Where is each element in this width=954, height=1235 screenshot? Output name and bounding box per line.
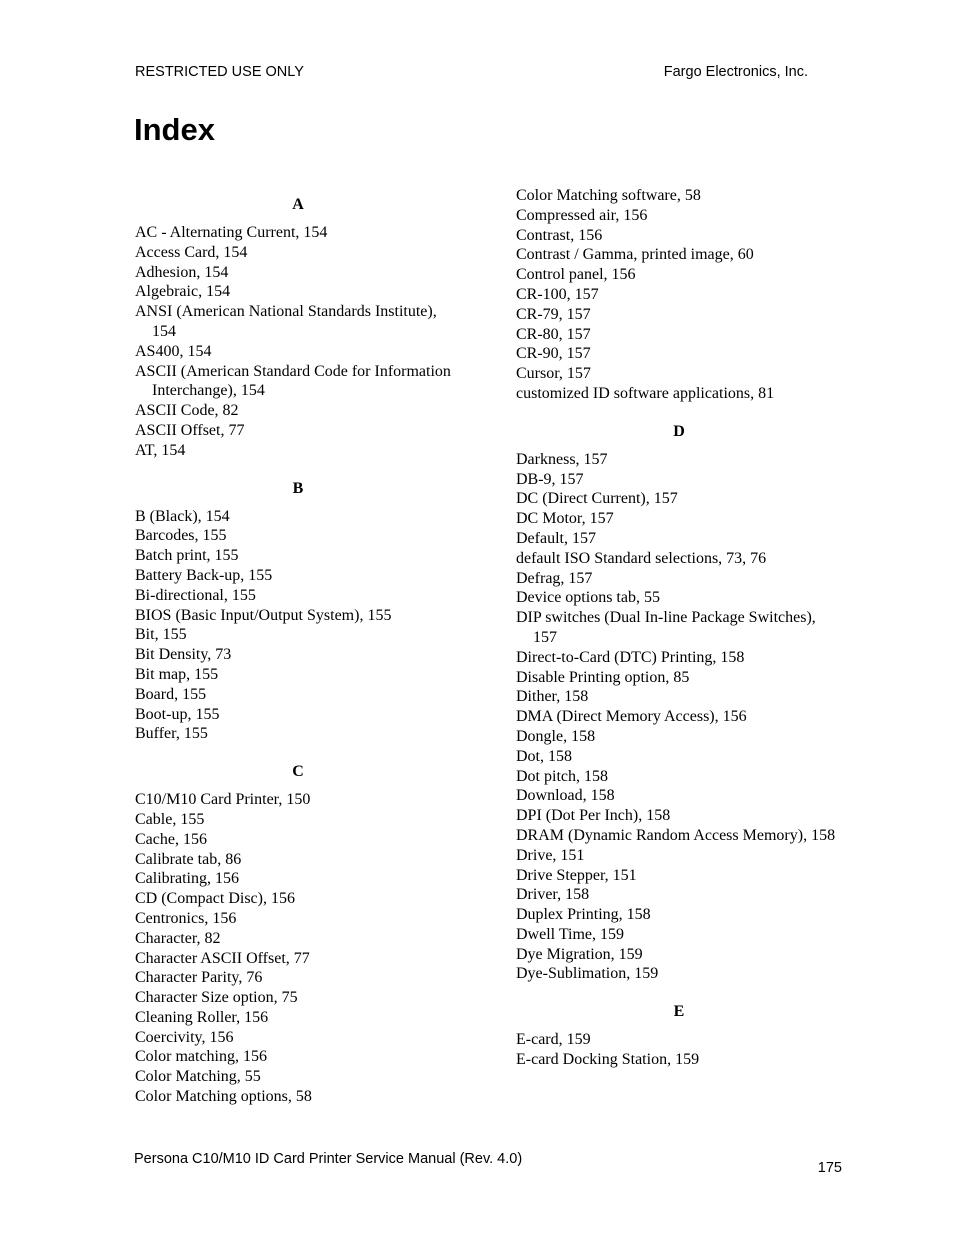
index-column-left bbox=[135, 195, 461, 1125]
index-entry-list bbox=[135, 507, 461, 745]
index-entry: Default, 157 bbox=[516, 529, 596, 547]
index-entry: Cache, 156 bbox=[135, 830, 207, 848]
index-entry: Dot, 158 bbox=[516, 747, 572, 765]
index-entry: Cable, 155 bbox=[135, 810, 205, 828]
page-title: Index bbox=[134, 112, 215, 147]
index-entry: Defrag, 157 bbox=[516, 569, 593, 587]
index-entry: AS400, 154 bbox=[135, 342, 212, 360]
index-entry: Buffer, 155 bbox=[135, 725, 208, 743]
index-entry: Bit map, 155 bbox=[135, 665, 219, 683]
index-entry: ASCII (American Standard Code for Information Interchange), 154 bbox=[135, 362, 451, 400]
index-entry: Character Parity, 76 bbox=[135, 969, 263, 987]
index-entry: Dye-Sublimation, 159 bbox=[516, 965, 659, 983]
index-entry: DB-9, 157 bbox=[516, 470, 584, 488]
index-entry: Color Matching options, 58 bbox=[135, 1088, 312, 1106]
section-letter-a: A bbox=[292, 196, 304, 213]
index-entry: Color Matching software, 58 bbox=[516, 187, 701, 204]
index-entry: Battery Back-up, 155 bbox=[135, 566, 273, 584]
index-entry: Dot pitch, 158 bbox=[516, 767, 608, 785]
index-entry-list bbox=[135, 223, 461, 461]
index-entry: Character, 82 bbox=[135, 929, 221, 947]
index-entry: default ISO Standard selections, 73, 76 bbox=[516, 549, 767, 567]
index-entry: Download, 158 bbox=[516, 787, 615, 805]
index-entry: C10/M10 Card Printer, 150 bbox=[135, 791, 311, 809]
index-entry: Batch print, 155 bbox=[135, 547, 239, 565]
index-entry: CR-79, 157 bbox=[516, 305, 591, 323]
index-entry: Compressed air, 156 bbox=[516, 206, 648, 224]
index-entry: Dwell Time, 159 bbox=[516, 925, 625, 943]
index-entry: Drive Stepper, 151 bbox=[516, 866, 637, 884]
index-entry: Cleaning Roller, 156 bbox=[135, 1008, 269, 1026]
section-letter-c: C bbox=[292, 763, 304, 781]
section-letter-b: B bbox=[292, 479, 304, 497]
index-entry: CR-80, 157 bbox=[516, 325, 591, 343]
index-entry: Character ASCII Offset, 77 bbox=[135, 949, 310, 967]
index-entry: AT, 154 bbox=[135, 441, 186, 459]
footer-page-number: 175 bbox=[817, 1160, 842, 1176]
index-entry: Barcodes, 155 bbox=[135, 527, 227, 545]
index-entry: Boot-up, 155 bbox=[135, 705, 220, 723]
index-entry: Coercivity, 156 bbox=[135, 1028, 234, 1046]
index-entry: CR-90, 157 bbox=[516, 345, 591, 363]
index-entry: B (Black), 154 bbox=[135, 507, 230, 525]
index-entry: Board, 155 bbox=[135, 685, 207, 703]
index-entry: Drive, 151 bbox=[516, 846, 585, 864]
index-entry: Bit Density, 73 bbox=[135, 646, 232, 664]
index-entry: ASCII Offset, 77 bbox=[135, 421, 245, 439]
index-entry: E-card Docking Station, 159 bbox=[516, 1051, 700, 1069]
index-entry: Driver, 158 bbox=[516, 886, 590, 904]
index-entry: DPI (Dot Per Inch), 158 bbox=[516, 807, 671, 825]
index-entry: Device options tab, 55 bbox=[516, 589, 660, 607]
index-entry: Calibrating, 156 bbox=[135, 870, 239, 888]
index-entry: Dye Migration, 159 bbox=[516, 945, 643, 963]
index-entry: Darkness, 157 bbox=[516, 450, 608, 468]
index-entry: Calibrate tab, 86 bbox=[135, 850, 242, 868]
index-entry: customized ID software applications, 81 bbox=[516, 384, 775, 402]
index-entry: DC (Direct Current), 157 bbox=[516, 490, 678, 508]
index-entry: DC Motor, 157 bbox=[516, 510, 614, 528]
index-entry: BIOS (Basic Input/Output System), 155 bbox=[135, 606, 392, 624]
index-entry: CR-100, 157 bbox=[516, 285, 599, 303]
index-entry: Bi-directional, 155 bbox=[135, 586, 256, 604]
index-entry-list bbox=[516, 450, 842, 985]
footer-manual-title: Persona C10/M10 ID Card Printer Service Manual (Rev. 4.0) bbox=[134, 1151, 523, 1167]
index-entry: Duplex Printing, 158 bbox=[516, 906, 651, 924]
index-entry: Algebraic, 154 bbox=[135, 283, 231, 301]
section-letter-e: E bbox=[673, 1003, 685, 1021]
index-entry: DRAM (Dynamic Random Access Memory), 158 bbox=[516, 826, 836, 844]
index-entry: ANSI (American National Standards Institute), 154 bbox=[135, 303, 437, 340]
index-entry: Control panel, 156 bbox=[516, 266, 636, 284]
index-entry: ASCII Code, 82 bbox=[135, 402, 239, 420]
index-entry-list bbox=[516, 186, 842, 404]
index-entry: Direct-to-Card (DTC) Printing, 158 bbox=[516, 648, 745, 666]
index-entry: AC - Alternating Current, 154 bbox=[135, 224, 328, 241]
index-entry: Character Size option, 75 bbox=[135, 989, 298, 1007]
section-letter-d: D bbox=[673, 422, 685, 440]
index-entry: Contrast / Gamma, printed image, 60 bbox=[516, 246, 754, 264]
index-entry: Adhesion, 154 bbox=[135, 263, 229, 281]
header-restricted-notice: RESTRICTED USE ONLY bbox=[135, 64, 304, 80]
index-entry: Centronics, 156 bbox=[135, 909, 237, 927]
index-entry: DIP switches (Dual In-line Package Switches), 157 bbox=[516, 609, 816, 646]
index-entry: Bit, 155 bbox=[135, 626, 187, 644]
index-entry-list bbox=[516, 1030, 842, 1070]
index-entry-list bbox=[135, 790, 461, 1107]
index-entry: DMA (Direct Memory Access), 156 bbox=[516, 708, 747, 726]
index-entry: Color Matching, 55 bbox=[135, 1068, 261, 1086]
index-entry: Color matching, 156 bbox=[135, 1048, 267, 1066]
index-column-right bbox=[516, 186, 842, 1088]
header-company-name: Fargo Electronics, Inc. bbox=[663, 64, 808, 80]
index-entry: Access Card, 154 bbox=[135, 243, 248, 261]
index-entry: Dither, 158 bbox=[516, 688, 589, 706]
index-entry: Cursor, 157 bbox=[516, 365, 591, 383]
index-entry: E-card, 159 bbox=[516, 1031, 591, 1049]
index-entry: Contrast, 156 bbox=[516, 226, 603, 244]
index-entry: CD (Compact Disc), 156 bbox=[135, 890, 295, 908]
index-entry: Dongle, 158 bbox=[516, 727, 596, 745]
index-entry: Disable Printing option, 85 bbox=[516, 668, 690, 686]
